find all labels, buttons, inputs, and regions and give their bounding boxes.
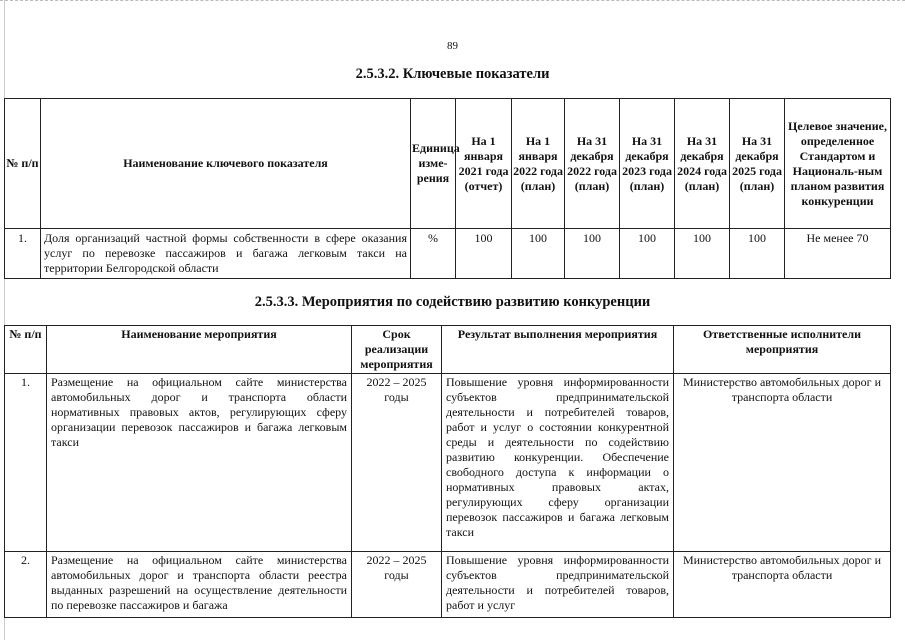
header-measure-name: Наименование мероприятия <box>47 326 352 374</box>
header-period: Срок реализации мероприятия <box>352 326 442 374</box>
section-title-measures: 2.5.3.3. Мероприятия по содействию развитию конкуренции <box>254 294 651 310</box>
cell-period: 2022 – 2025 годы <box>352 552 442 618</box>
table-row <box>5 374 891 552</box>
cell-num: 1. <box>5 229 41 279</box>
header-2025: На 31 декабря 2025 года (план) <box>730 99 785 229</box>
cell-unit: % <box>411 229 456 279</box>
cell-measure-name: Размещение на официальном сайте министерства автомобильных дорог и транспорта области реестра выданных разрешений на осуществление деятельности по перевозке пассажиров и багажа <box>47 552 352 618</box>
scan-top-edge <box>0 0 905 2</box>
header-num: № п/п <box>5 99 41 229</box>
cell-value: 100 <box>730 229 785 279</box>
header-unit: Единица изме-рения <box>411 99 456 229</box>
measures-table <box>4 325 891 618</box>
cell-target: Не менее 70 <box>785 229 891 279</box>
cell-num: 2. <box>5 552 47 618</box>
cell-responsible: Министерство автомобильных дорог и транспорта области <box>674 552 891 618</box>
cell-value: 100 <box>620 229 675 279</box>
header-target: Целевое значение, определенное Стандартом и Националь-ным планом развития конкуренции <box>785 99 891 229</box>
header-responsible: Ответственные исполнители мероприятия <box>674 326 891 374</box>
cell-indicator-name: Доля организаций частной формы собственности в сфере оказания услуг по перевозке пассажиров и багажа легковым такси на территории Белгородской области <box>41 229 411 279</box>
header-2024: На 31 декабря 2024 года (план) <box>675 99 730 229</box>
cell-value: 100 <box>675 229 730 279</box>
cell-value: 100 <box>456 229 512 279</box>
page-number: 89 <box>447 40 458 52</box>
cell-period: 2022 – 2025 годы <box>352 374 442 552</box>
cell-result: Повышение уровня информированности субъектов предпринимательской деятельности и потребителей товаров, работ и услуг <box>442 552 674 618</box>
table-row <box>5 552 891 618</box>
cell-result: Повышение уровня информированности субъектов предпринимательской деятельности и потребителей товаров, работ и услуг о состоянии конкурентной среды и деятельности по содействию развитию конкуренции. Обеспечение свободного доступа к информации о нормативных правовых актах, регулирующих сферу организации перевозок пассажиров и багажа легковым такси <box>442 374 674 552</box>
table-row <box>5 229 891 279</box>
header-2022-dec: На 31 декабря 2022 года (план) <box>565 99 620 229</box>
header-2021: На 1 января 2021 года (отчет) <box>456 99 512 229</box>
table-header-row <box>5 326 891 374</box>
cell-measure-name: Размещение на официальном сайте министерства автомобильных дорог и транспорта области нормативных правовых актов, регулирующих сферу организации перевозок пассажиров и багажа легковым такси <box>47 374 352 552</box>
header-num: № п/п <box>5 326 47 374</box>
cell-value: 100 <box>512 229 565 279</box>
cell-responsible: Министерство автомобильных дорог и транспорта области <box>674 374 891 552</box>
key-indicators-table <box>4 98 891 279</box>
cell-value: 100 <box>565 229 620 279</box>
header-2023: На 31 декабря 2023 года (план) <box>620 99 675 229</box>
header-indicator-name: Наименование ключевого показателя <box>41 99 411 229</box>
table-header-row <box>5 99 891 229</box>
section-title-key-indicators: 2.5.3.2. Ключевые показатели <box>355 66 550 82</box>
cell-num: 1. <box>5 374 47 552</box>
header-result: Результат выполнения мероприятия <box>442 326 674 374</box>
header-2022-jan: На 1 января 2022 года (план) <box>512 99 565 229</box>
